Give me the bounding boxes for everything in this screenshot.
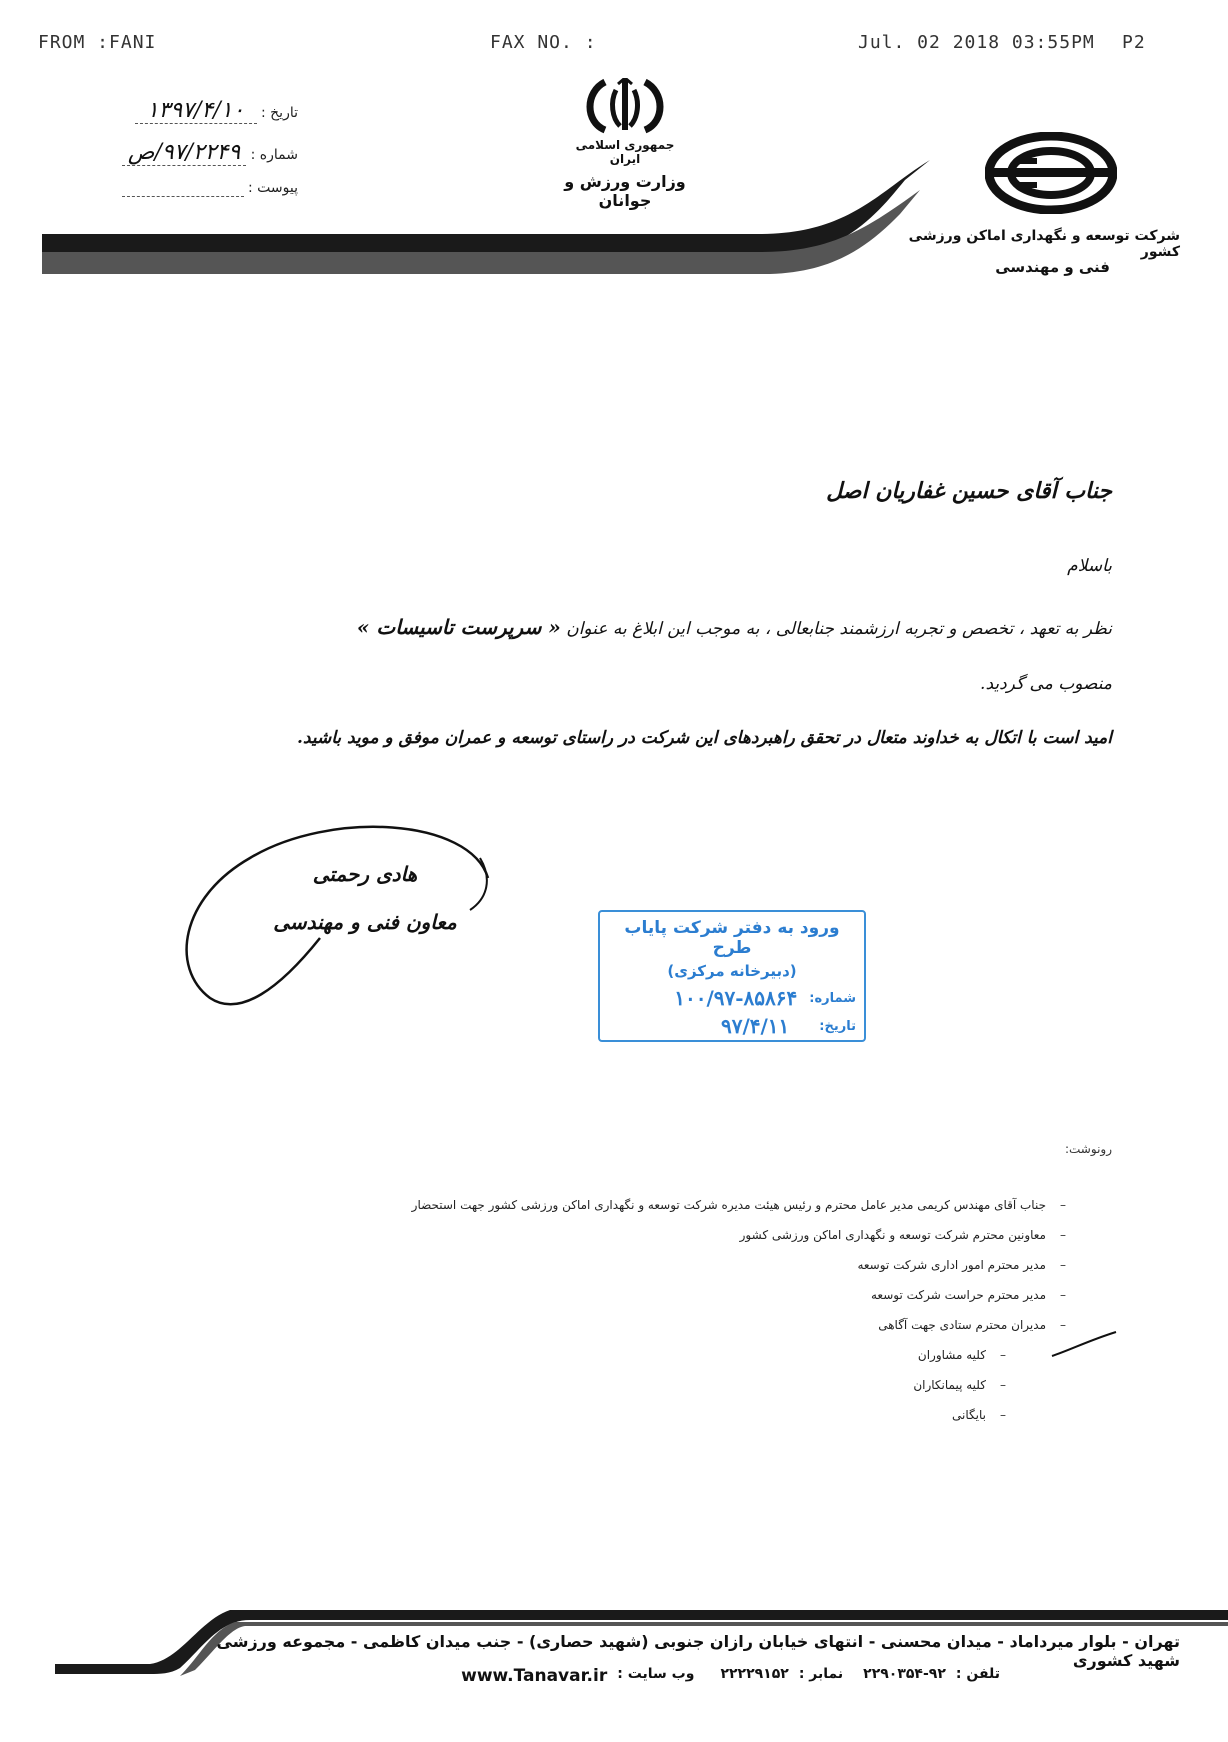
number-label: شماره : [250,147,298,163]
fax-from: FROM :FANI [38,32,157,53]
cc-bullet: – [1000,1408,1006,1422]
footer-fax-label: نمابر : [798,1666,844,1682]
cc-bullet: – [1060,1198,1066,1212]
body-line-1-prefix: نظر به تعهد ، تخصص و تجربه ارزشمند جنابعالی ، به موجب این ابلاغ به عنوان [566,619,1112,639]
company-name: شرکت توسعه و نگهداری اماکن ورزشی کشور [908,228,1180,260]
stamp-subtitle: (دبیرخانه مرکزی) [667,962,797,980]
footer-website-label: وب سایت : [617,1666,695,1682]
cc-item [330,1280,1070,1310]
registry-stamp [598,910,866,1042]
fax-page: P2 [1122,32,1146,53]
date-value: ۱۳۹۷/۴/۱۰ [135,98,257,124]
stamp-date-label: تاریخ: [819,1018,856,1034]
body-line-2: منصوب می گردید. [980,674,1112,694]
cc-item-text: بایگانی [952,1408,986,1422]
cc-item [330,1400,1010,1430]
cc-item-text: کلیه مشاوران [917,1348,986,1362]
cc-item [330,1370,1010,1400]
cc-item [330,1310,1070,1340]
cc-list [330,1190,1070,1430]
ministry-name: وزارت ورزش و جوانان [564,172,686,210]
cc-item-text: مدیر محترم امور اداری شرکت توسعه [857,1258,1046,1272]
cc-check-mark [1050,1330,1120,1360]
cc-item-text: کلیه پیمانکاران [913,1378,986,1392]
fax-datetime: Jul. 02 2018 03:55PM [858,32,1095,53]
signatory-name: هادی رحمتی [312,862,418,886]
number-value: ۹۷/۲۲۴۹/ص [122,140,246,166]
signatory-title: معاون فنی و مهندسی [273,910,457,934]
cc-bullet: – [1000,1348,1006,1362]
fax-number-label: FAX NO. : [490,32,597,53]
cc-bullet: – [1060,1318,1066,1332]
cc-item-text: مدیر محترم حراست شرکت توسعه [871,1288,1046,1302]
cc-item [330,1250,1070,1280]
footer-fax: ۲۲۲۲۹۱۵۲ [720,1666,789,1682]
appointment-title: « سرپرست تاسیسات » [356,615,561,639]
date-label: تاریخ : [260,105,298,121]
body-line-3: امید است با اتکال به خداوند متعال در تحقق راهبردهای این شرکت در راستای توسعه و عمران موفق و موید باشید. [296,728,1112,748]
cc-item [330,1220,1070,1250]
body-line-1 [140,615,1112,639]
attachment-label: پیوست : [248,180,298,196]
cc-item-text: مدیران محترم ستادی جهت آگاهی [878,1318,1046,1332]
cc-bullet: – [1060,1288,1066,1302]
iran-emblem-icon [560,78,690,134]
cc-heading: رونوشت: [1064,1142,1112,1156]
stamp-number-label: شماره: [809,990,856,1006]
greeting: باسلام [1067,556,1112,576]
footer-address: تهران - بلوار میرداماد - میدان محسنی - انتهای خیابان رازان جنوبی (شهید حصاری) - جنب میدان کاظمی - مجموعه ورزشی شهید کشوری [216,1632,1180,1670]
cc-item [330,1340,1010,1370]
footer-phone: ۲۲۹۰۳۵۴-۹۲ [863,1666,946,1682]
cc-item-text: جناب آقای مهندس کریمی مدیر عامل محترم و رئیس هیئت مدیره شرکت توسعه و نگهداری اماکن ورزشی کشور جهت استحضار [411,1198,1046,1212]
department-name: فنی و مهندسی [995,258,1110,276]
footer-website[interactable]: www.Tanavar.ir [461,1666,608,1686]
government-name: جمهوری اسلامی ایران [575,138,675,166]
cc-bullet: – [1060,1258,1066,1272]
footer-phone-label: تلفن : [955,1666,1000,1682]
stamp-title: ورود به دفتر شرکت پایاب طرح [624,918,840,958]
cc-bullet: – [1000,1378,1006,1392]
stamp-date-value: ۹۷/۴/۱۱ [720,1014,790,1038]
footer-contact [440,1666,1000,1686]
cc-item [330,1190,1070,1220]
addressee: جناب آقای حسین غفاریان اصل [826,478,1112,504]
stamp-number-value: ۱۰۰/۹۷-۸۵۸۶۴ [674,986,798,1010]
cc-bullet: – [1060,1228,1066,1242]
cc-item-text: معاونین محترم شرکت توسعه و نگهداری اماکن ورزشی کشور [739,1228,1046,1242]
date-row [40,98,298,124]
